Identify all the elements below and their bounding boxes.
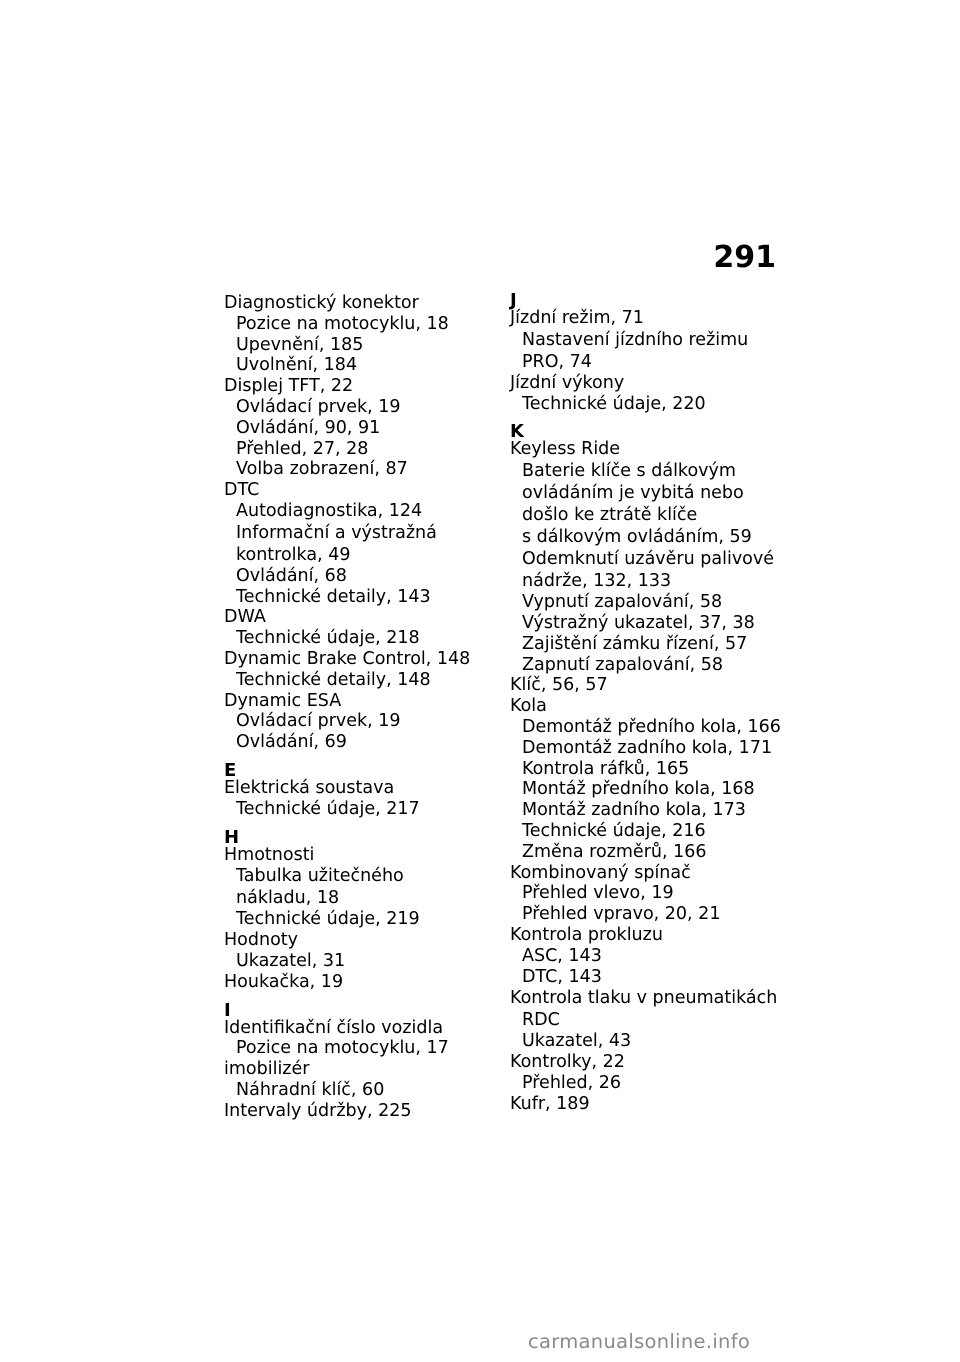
index-subentry: Náhradní klíč, 60 <box>236 1079 385 1100</box>
index-subentry: Ovládací prvek, 19 <box>236 396 401 417</box>
index-section-letter: K <box>510 421 524 443</box>
index-subentry: Ovládání, 68 <box>236 565 347 586</box>
index-entry: DTC <box>224 480 260 501</box>
index-subentry: Výstražný ukazatel, 37, 38 <box>522 612 755 633</box>
index-entry: Keyless Ride <box>510 439 621 460</box>
index-entry: Intervaly údržby, 225 <box>224 1100 412 1121</box>
index-subentry: Přehled, 27, 28 <box>236 438 369 459</box>
index-entry: Houkačka, 19 <box>224 971 344 992</box>
index-entry: Displej TFT, 22 <box>224 376 354 397</box>
index-entry: Diagnostický konektor <box>224 293 419 313</box>
index-entry: Dynamic Brake Control, 148 <box>224 648 471 669</box>
index-subentry: Vypnutí zapalování, 58 <box>522 592 723 613</box>
index-entry: Kontrolky, 22 <box>510 1052 625 1073</box>
index-entry: Jízdní režim, 71 <box>510 308 644 328</box>
index-subentry: PRO, 74 <box>522 351 592 372</box>
index-entry: Kontrola prokluzu <box>510 924 663 945</box>
index-subentry: Ukazatel, 43 <box>522 1031 632 1052</box>
section-gap <box>224 820 484 830</box>
page-number: 291 <box>713 240 776 275</box>
index-entry: DWA <box>224 607 266 628</box>
index-entry: Dynamic ESA <box>224 690 342 711</box>
index-subentry: Přehled vpravo, 20, 21 <box>522 904 721 925</box>
index-subentry: Nastavení jízdního režimu <box>522 329 749 350</box>
index-subentry: Technické údaje, 216 <box>522 820 706 841</box>
index-section-letter: I <box>224 999 231 1021</box>
index-entry: Hodnoty <box>224 930 298 951</box>
index-subentry: došlo ke ztrátě klíče <box>522 505 698 526</box>
index-entry: Kufr, 189 <box>510 1093 590 1114</box>
index-entry: Kontrola tlaku v pneumatikách <box>510 988 778 1009</box>
index-subentry: Autodiagnostika, 124 <box>236 500 423 521</box>
index-subentry: Ovládací prvek, 19 <box>236 711 401 732</box>
index-entry: Elektrická soustava <box>224 777 395 798</box>
index-subentry: Montáž předního kola, 168 <box>522 779 755 800</box>
index-subentry: Montáž zadního kola, 173 <box>522 800 746 821</box>
index-subentry: Ovládání, 69 <box>236 732 347 753</box>
index-subentry: Přehled vlevo, 19 <box>522 883 674 904</box>
index-subentry: ASC, 143 <box>522 945 602 966</box>
index-subentry: Informační a výstražná <box>236 522 437 543</box>
index-subentry: Demontáž předního kola, 166 <box>522 716 781 737</box>
index-subentry: Demontáž zadního kola, 171 <box>522 737 773 758</box>
index-subentry: Technické údaje, 219 <box>236 909 420 930</box>
index-entry: Identifikační číslo vozidla <box>224 1017 444 1038</box>
index-subentry: s dálkovým ovládáním, 59 <box>522 527 752 548</box>
index-entry: Klíč, 56, 57 <box>510 675 608 696</box>
index-subentry: Zajištění zámku řízení, 57 <box>522 633 748 654</box>
index-entry: Jízdní výkony <box>510 372 625 393</box>
watermark: carmanualsonline.info <box>528 1330 751 1353</box>
index-subentry: DTC, 143 <box>522 966 602 987</box>
index-subentry: Volba zobrazení, 87 <box>236 459 408 480</box>
index-subentry: Tabulka užitečného <box>236 866 404 887</box>
index-subentry: Odemknutí uzávěru palivové <box>522 549 775 570</box>
index-entry: imobilizér <box>224 1059 310 1080</box>
index-subentry: Zapnutí zapalování, 58 <box>522 654 724 675</box>
index-entry: Kola <box>510 696 547 717</box>
index-subentry: Uvolnění, 184 <box>236 355 358 376</box>
index-entry: Kombinovaný spínač <box>510 862 691 883</box>
index-subentry: Upevnění, 185 <box>236 334 364 355</box>
index-subentry: Technické detaily, 148 <box>236 669 431 690</box>
index-subentry: Baterie klíče s dálkovým <box>522 461 736 482</box>
index-subentry: Technické detaily, 143 <box>236 586 431 607</box>
index-section-letter: E <box>224 759 237 781</box>
section-gap <box>510 414 810 424</box>
section-gap <box>224 753 484 763</box>
index-subentry: ovládáním je vybitá nebo <box>522 483 744 504</box>
index-subentry: RDC <box>522 1010 560 1031</box>
index-subentry: Ukazatel, 31 <box>236 950 346 971</box>
index-subentry: Změna rozměrů, 166 <box>522 841 707 862</box>
index-subentry: nádrže, 132, 133 <box>522 571 672 592</box>
index-subentry: Kontrola ráfků, 165 <box>522 758 690 779</box>
index-entry: Hmotnosti <box>224 844 315 865</box>
index-section-letter: J <box>510 290 517 311</box>
index-subentry: Pozice na motocyklu, 17 <box>236 1038 449 1059</box>
index-subentry: Pozice na motocyklu, 18 <box>236 313 449 334</box>
index-column-right <box>510 290 810 1115</box>
index-subentry: Technické údaje, 220 <box>522 393 706 414</box>
index-subentry: Ovládání, 90, 91 <box>236 417 381 438</box>
index-column-left <box>224 293 484 1122</box>
index-subentry: kontrolka, 49 <box>236 544 351 565</box>
index-subentry: Technické údaje, 217 <box>236 798 420 819</box>
index-section-letter: H <box>224 826 240 848</box>
section-gap <box>224 993 484 1003</box>
index-subentry: nákladu, 18 <box>236 888 340 909</box>
index-subentry: Technické údaje, 218 <box>236 628 420 649</box>
index-subentry: Přehled, 26 <box>522 1072 622 1093</box>
